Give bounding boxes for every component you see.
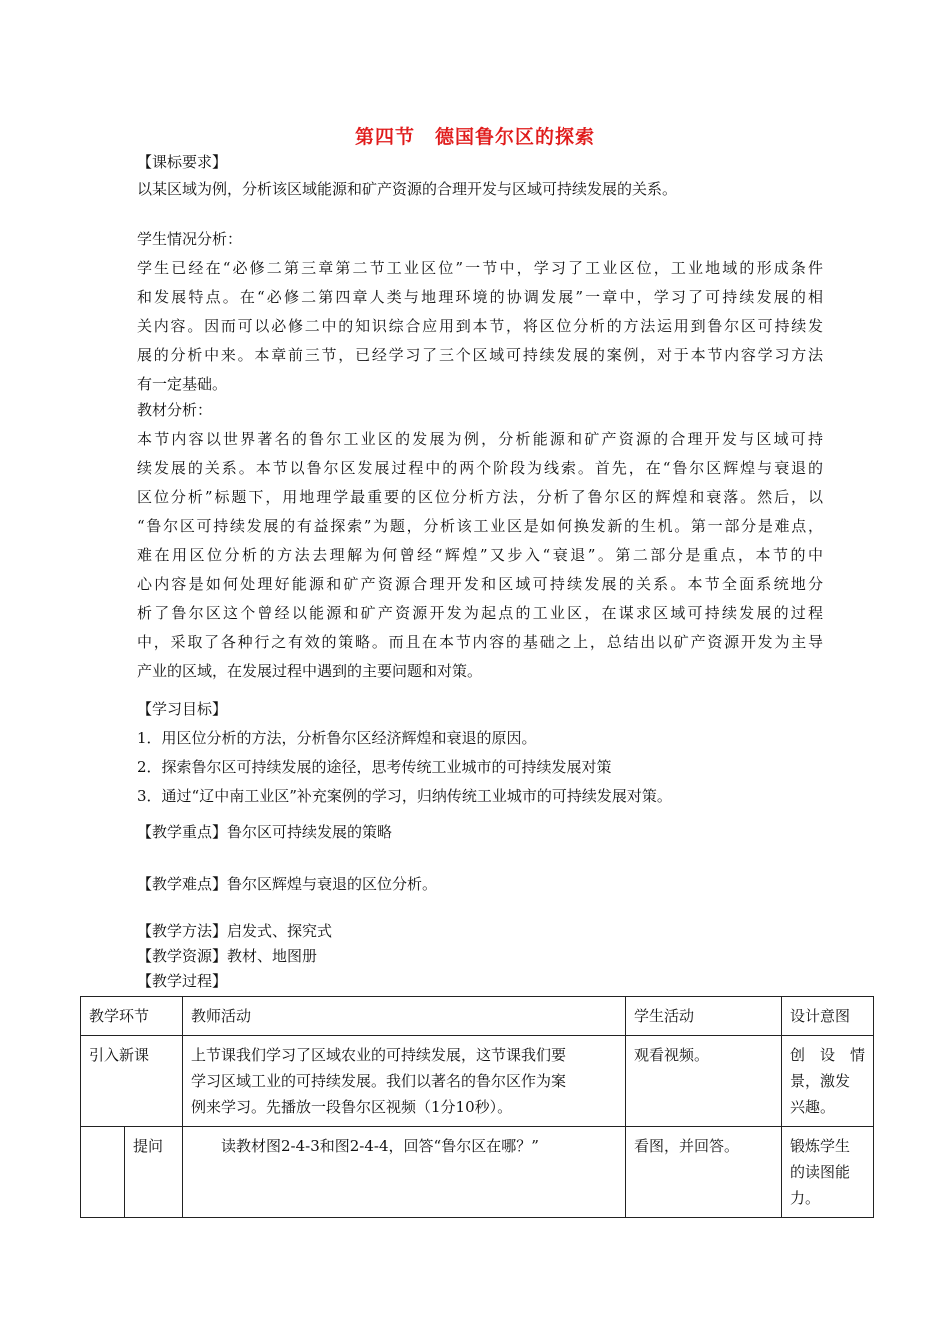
student-analysis-heading: 学生情况分析： [137, 230, 243, 248]
table-row [81, 1036, 874, 1127]
header-intent: 设计意图 [782, 997, 874, 1036]
goal-item: 1．用区位分析的方法，分析鲁尔区经济辉煌和衰退的原因。 [137, 729, 537, 747]
student-analysis-line: 关内容。因而可以必修二中的知识综合应用到本节，将区位分析的方法运用到鲁尔区可持续发 [137, 317, 823, 335]
row2-intent-line: 锻炼学生 [790, 1137, 851, 1155]
curriculum-section [137, 148, 823, 177]
row2-intent [782, 1127, 874, 1218]
curriculum-text: 以某区域为例，分析该区域能源和矿产资源的合理开发与区域可持续发展的关系。 [137, 180, 678, 198]
row1-intent [782, 1036, 874, 1127]
row2-teacher: 读教材图2-4-3和图2-4-4，回答“鲁尔区在哪？” [183, 1127, 626, 1218]
difficulty-section [137, 870, 823, 899]
curriculum-body [137, 175, 823, 204]
method-resources-section [137, 919, 823, 994]
key-point-label: 【教学重点】 [137, 823, 228, 841]
row2-empty-cell [81, 1127, 125, 1218]
student-analysis-line: 和发展特点。在“必修二第四章人类与地理环境的协调发展”一章中，学习了可持续发展的相 [137, 288, 823, 306]
goal-item: 2．探索鲁尔区可持续发展的途径，思考传统工业城市的可持续发展对策 [137, 758, 612, 776]
textbook-analysis-line: 本节内容以世界著名的鲁尔工业区的发展为例，分析能源和矿产资源的合理开发与区域可持 [137, 430, 823, 448]
curriculum-heading: 【课标要求】 [137, 153, 228, 171]
process-label: 【教学过程】 [137, 972, 228, 990]
row1-student: 观看视频。 [626, 1036, 782, 1127]
student-analysis-line: 学生已经在“必修二第三章第二节工业区位”一节中，学习了工业区位，工业地域的形成条件 [137, 259, 823, 277]
row1-intent-line: 景，激发 [790, 1072, 851, 1090]
textbook-analysis-section [137, 396, 823, 686]
student-analysis-line: 有一定基础。 [137, 375, 228, 393]
resources-label: 【教学资源】 [137, 947, 228, 965]
table-header-row [81, 997, 874, 1036]
method-text: 启发式、探究式 [227, 922, 333, 940]
textbook-analysis-line: 难在用区位分析的方法去理解为何曾经“辉煌”又步入“衰退”。第二部分是重点，本节的中 [137, 546, 823, 564]
difficulty-text: 鲁尔区辉煌与衰退的区位分析。 [227, 875, 438, 893]
table-row [81, 1127, 874, 1218]
textbook-analysis-line: 产业的区域，在发展过程中遇到的主要问题和对策。 [137, 662, 483, 680]
row2-student: 看图，并回答。 [626, 1127, 782, 1218]
goals-section [137, 695, 823, 811]
header-stage: 教学环节 [81, 997, 183, 1036]
textbook-analysis-line: 中，采取了各种行之有效的策略。而且在本节内容的基础之上，总结出以矿产资源开发为主导 [137, 633, 823, 651]
row2-intent-line: 的读图能 [790, 1163, 851, 1181]
row1-teacher-line: 学习区域工业的可持续发展。我们以著名的鲁尔区作为案 [191, 1072, 567, 1090]
textbook-analysis-line: 心内容是如何处理好能源和矿产资源合理开发和区域可持续发展的关系。本节全面系统地分 [137, 575, 823, 593]
textbook-analysis-heading: 教材分析： [137, 401, 213, 419]
textbook-analysis-line: 析了鲁尔区这个曾经以能源和矿产资源开发为起点的工业区，在谋求区域可持续发展的过程 [137, 604, 823, 622]
header-student: 学生活动 [626, 997, 782, 1036]
process-table [80, 996, 874, 1218]
method-label: 【教学方法】 [137, 922, 228, 940]
difficulty-label: 【教学难点】 [137, 875, 228, 893]
student-analysis-line: 展的分析中来。本章前三节，已经学习了三个区域可持续发展的案例，对于本节内容学习方法 [137, 346, 823, 364]
textbook-analysis-line: 区位分析”标题下，用地理学最重要的区位分析方法，分析了鲁尔区的辉煌和衰落。然后，以 [137, 488, 823, 506]
row2-intent-line: 力。 [790, 1189, 821, 1207]
row1-teacher-line: 例来学习。先播放一段鲁尔区视频（1分10秒）。 [191, 1098, 513, 1116]
textbook-analysis-line: 续发展的关系。本节以鲁尔区发展过程中的两个阶段为线索。首先，在“鲁尔区辉煌与衰退的 [137, 459, 823, 477]
row2-sub: 提问 [125, 1127, 183, 1218]
header-teacher: 教师活动 [183, 997, 626, 1036]
resources-text: 教材、地图册 [227, 947, 318, 965]
row1-teacher [183, 1036, 626, 1127]
student-analysis-section [137, 225, 823, 399]
page-title: 第四节 德国鲁尔区的探索 [354, 126, 595, 148]
key-point-text: 鲁尔区可持续发展的策略 [227, 823, 393, 841]
row1-intent-line: 创 设 情 [790, 1046, 866, 1064]
goals-heading: 【学习目标】 [137, 700, 228, 718]
textbook-analysis-line: “鲁尔区可持续发展的有益探索”为题，分析该工业区是如何换发新的生机。第一部分是难点， [137, 517, 823, 535]
goal-item: 3．通过“辽中南工业区”补充案例的学习，归纳传统工业城市的可持续发展对策。 [137, 787, 672, 805]
row1-stage: 引入新课 [81, 1036, 183, 1127]
row1-teacher-line: 上节课我们学习了区域农业的可持续发展，这节课我们要 [191, 1046, 567, 1064]
row1-intent-line: 兴趣。 [790, 1098, 836, 1116]
key-point-section [137, 818, 823, 847]
